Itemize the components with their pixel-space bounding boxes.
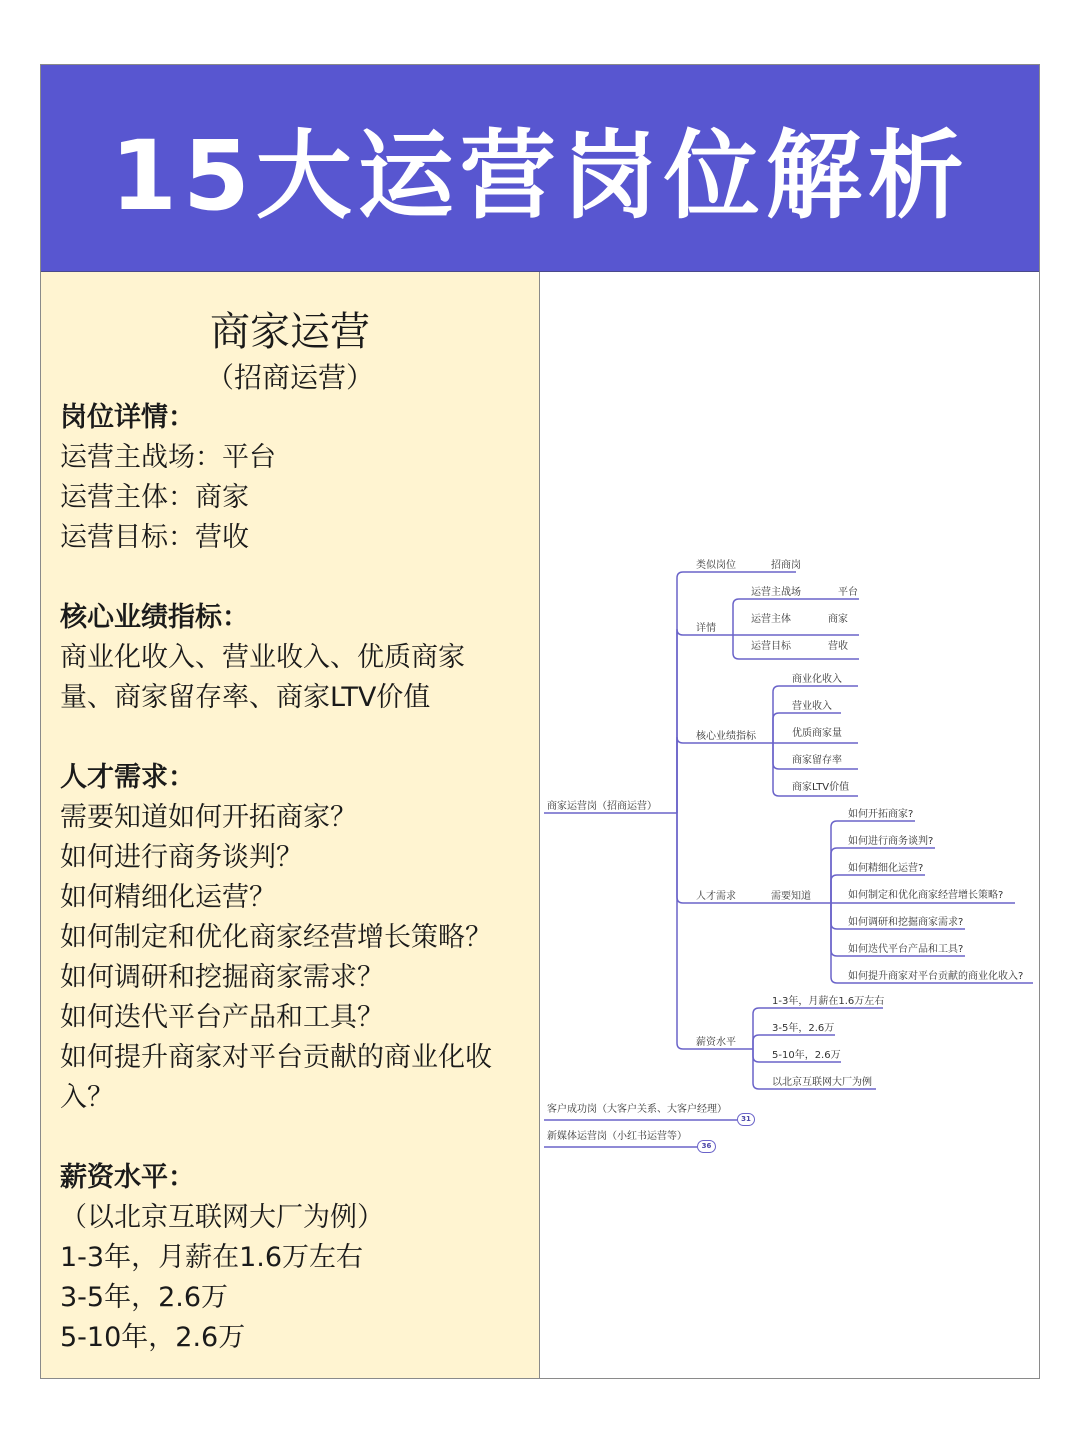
- detail-key: 运营主体: [751, 614, 791, 625]
- talent-sub: 需要知道: [771, 891, 811, 902]
- mind-map: [541, 272, 1039, 1378]
- kpi-item: 商家LTV价值: [792, 782, 850, 793]
- talent-item: 如何调研和挖掘商家需求?: [848, 917, 964, 928]
- detail-line: 1-3年，月薪在1.6万左右: [60, 1242, 364, 1273]
- detail-line: 3-5年，2.6万: [60, 1282, 229, 1313]
- mind-map-root: 商家运营岗（招商运营）: [547, 801, 657, 812]
- talent-item: 如何精细化运营?: [848, 863, 924, 874]
- detail-line: 运营主战场：平台: [60, 442, 276, 473]
- kpi-item: 优质商家量: [792, 728, 842, 739]
- detail-line: 如何精细化运营？: [60, 882, 276, 913]
- branch-talent: 人才需求: [696, 891, 736, 902]
- salary-item: 5-10年，2.6万: [772, 1050, 841, 1061]
- role-subtitle: （招商运营）: [205, 361, 374, 394]
- detail-line: 如何进行商务谈判？: [60, 842, 303, 873]
- collapsed-count-badge[interactable]: 36: [697, 1140, 716, 1153]
- mind-map-connectors: [541, 272, 1039, 1378]
- branch-salary: 薪资水平: [696, 1037, 736, 1048]
- detail-key: 运营主战场: [751, 587, 801, 598]
- salary-item: 以北京互联网大厂为例: [772, 1077, 872, 1088]
- poster-frame: [40, 64, 1040, 1379]
- detail-line: 商业化收入、营业收入、优质商家: [60, 642, 465, 673]
- salary-item: 1-3年，月薪在1.6万左右: [772, 996, 885, 1007]
- talent-item: 如何制定和优化商家经营增长策略?: [848, 890, 1004, 901]
- detail-line: （以北京互联网大厂为例）: [60, 1202, 384, 1233]
- detail-value: 平台: [838, 587, 858, 598]
- section-heading: 薪资水平：: [60, 1162, 195, 1193]
- section-heading: 岗位详情：: [60, 402, 195, 433]
- branch-kpi: 核心业绩指标: [696, 731, 756, 742]
- branch-similar: 类似岗位: [696, 560, 736, 571]
- branch-similar-value: 招商岗: [771, 560, 801, 571]
- section-heading: 核心业绩指标：: [60, 602, 249, 633]
- detail-line: 如何提升商家对平台贡献的商业化收: [60, 1042, 492, 1073]
- sibling-node: 客户成功岗（大客户关系、大客户经理）: [547, 1104, 727, 1115]
- role-title: 商家运营: [210, 309, 370, 355]
- collapsed-count-badge[interactable]: 31: [737, 1113, 755, 1126]
- kpi-item: 商家留存率: [792, 755, 842, 766]
- page-title: 15大运营岗位解析: [110, 119, 970, 232]
- talent-item: 如何进行商务谈判?: [848, 836, 934, 847]
- detail-line: 如何制定和优化商家经营增长策略？: [60, 922, 492, 953]
- detail-line: 入？: [60, 1082, 114, 1113]
- detail-value: 营收: [828, 641, 848, 652]
- detail-line: 运营主体：商家: [60, 482, 249, 513]
- kpi-item: 营业收入: [792, 701, 832, 712]
- section-heading: 人才需求：: [60, 762, 195, 793]
- detail-line: 如何调研和挖掘商家需求？: [60, 962, 384, 993]
- sibling-node: 新媒体运营岗（小红书运营等）: [547, 1131, 687, 1142]
- talent-item: 如何迭代平台产品和工具?: [848, 944, 964, 955]
- detail-value: 商家: [828, 614, 848, 625]
- talent-item: 如何开拓商家?: [848, 809, 914, 820]
- detail-line: 如何迭代平台产品和工具？: [60, 1002, 384, 1033]
- header-banner: [41, 65, 1039, 272]
- detail-line: 量、商家留存率、商家LTV价值: [60, 682, 431, 713]
- detail-line: 5-10年，2.6万: [60, 1322, 246, 1353]
- detail-line: 需要知道如何开拓商家？: [60, 802, 357, 833]
- detail-line: 运营目标：营收: [60, 522, 249, 553]
- salary-item: 3-5年，2.6万: [772, 1023, 835, 1034]
- detail-key: 运营目标: [751, 641, 791, 652]
- branch-details: 详情: [696, 623, 716, 634]
- kpi-item: 商业化收入: [792, 674, 842, 685]
- left-panel: [41, 272, 540, 1378]
- talent-item: 如何提升商家对平台贡献的商业化收入?: [848, 971, 1024, 982]
- mind-map-panel: [541, 272, 1039, 1378]
